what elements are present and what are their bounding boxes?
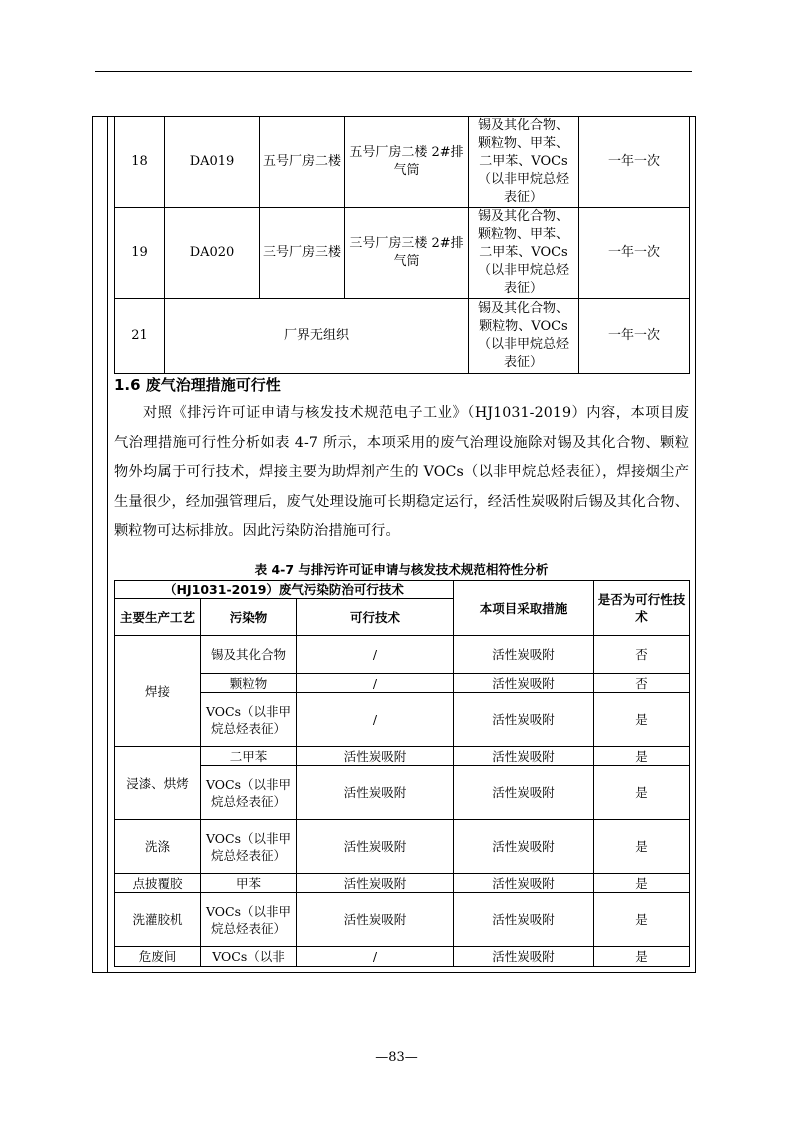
feasible-cell: 是	[594, 820, 690, 874]
feasible-cell: 是	[594, 893, 690, 947]
table-row	[115, 636, 690, 674]
monitoring-table	[114, 116, 690, 374]
section-title: 1.6 废气治理措施可行性	[114, 376, 281, 394]
feasible-cell: 是	[594, 693, 690, 747]
frame-inner-border	[107, 116, 108, 973]
table-row	[115, 747, 690, 766]
outlet-name: 三号厂房三楼 2#排气筒	[345, 208, 469, 299]
pollutant-cell: 二甲苯	[201, 747, 297, 766]
table-row	[115, 766, 690, 820]
table-row	[115, 893, 690, 947]
process-cell: 浸漆、烘烤	[115, 747, 201, 820]
tech-cell: 活性炭吸附	[297, 874, 454, 893]
header-project-measure: 本项目采取措施	[454, 581, 594, 636]
outlet-name: 五号厂房二楼 2#排气筒	[345, 117, 469, 208]
feasibility-table	[114, 580, 690, 967]
header-feasible-tech: 可行技术	[297, 599, 454, 636]
measure-cell: 活性炭吸附	[454, 947, 594, 967]
location: 五号厂房二楼	[260, 117, 345, 208]
row-no: 19	[115, 208, 165, 299]
feasible-cell: 是	[594, 747, 690, 766]
tech-cell: /	[297, 636, 454, 674]
table-row	[115, 208, 690, 299]
header-rule	[95, 71, 692, 72]
table-row	[115, 674, 690, 693]
header-process: 主要生产工艺	[115, 599, 201, 636]
pollutants: 锡及其化合物、颗粒物、甲苯、二甲苯、VOCs（以非甲烷总烃表征）	[469, 208, 579, 299]
frequency: 一年一次	[579, 299, 690, 374]
table-row	[115, 299, 690, 374]
table-row	[115, 693, 690, 747]
tech-cell: 活性炭吸附	[297, 893, 454, 947]
outlet-code: DA019	[165, 117, 260, 208]
header-pollutant: 污染物	[201, 599, 297, 636]
section-1-6	[114, 374, 689, 547]
measure-cell: 活性炭吸附	[454, 636, 594, 674]
process-cell: 焊接	[115, 636, 201, 747]
feasible-cell: 是	[594, 947, 690, 967]
pollutant-cell: VOCs（以非甲烷总烃表征）	[201, 893, 297, 947]
table-row	[115, 874, 690, 893]
feasible-cell: 是	[594, 766, 690, 820]
measure-cell: 活性炭吸附	[454, 674, 594, 693]
process-cell: 点披覆胶	[115, 874, 201, 893]
table-row	[115, 117, 690, 208]
pollutants: 锡及其化合物、颗粒物、VOCs（以非甲烷总烃表征）	[469, 299, 579, 374]
pollutant-cell: 甲苯	[201, 874, 297, 893]
process-cell: 洗涤	[115, 820, 201, 874]
measure-cell: 活性炭吸附	[454, 693, 594, 747]
tech-cell: /	[297, 693, 454, 747]
tech-cell: 活性炭吸附	[297, 766, 454, 820]
tech-cell: /	[297, 674, 454, 693]
tech-cell: /	[297, 947, 454, 967]
measure-cell: 活性炭吸附	[454, 820, 594, 874]
tech-cell: 活性炭吸附	[297, 820, 454, 874]
feasible-cell: 是	[594, 874, 690, 893]
location: 三号厂房三楼	[260, 208, 345, 299]
merged-location: 厂界无组织	[165, 299, 469, 374]
pollutants: 锡及其化合物、颗粒物、甲苯、二甲苯、VOCs（以非甲烷总烃表征）	[469, 117, 579, 208]
header-is-feasible: 是否为可行性技术	[594, 581, 690, 636]
page-number: —83—	[375, 1050, 418, 1065]
row-no: 18	[115, 117, 165, 208]
measure-cell: 活性炭吸附	[454, 766, 594, 820]
tech-cell: 活性炭吸附	[297, 747, 454, 766]
measure-cell: 活性炭吸附	[454, 893, 594, 947]
pollutant-cell: VOCs（以非甲烷总烃表征）	[201, 693, 297, 747]
process-cell: 洗灌胶机	[115, 893, 201, 947]
group-header: （HJ1031-2019）废气污染防治可行技术	[115, 581, 454, 599]
frequency: 一年一次	[579, 117, 690, 208]
section-paragraph: 对照《排污许可证申请与核发技术规范电子工业》（HJ1031-2019）内容，本项目废气治理措施可行性分析如表 4-7 所示，本项采用的废气治理设施除对锡及其化合物、颗粒物外均属于可行技术，焊接主要为助焊剂产生的 VOCs（以非甲烷总烃表征），焊接烟尘产生量很少，经加强管理后，废气处理设施可长期稳定运行，经活性炭吸附后锡及其化合物、颗粒物可达标排放。因此污染防治措施可行。	[114, 405, 689, 539]
pollutant-cell: VOCs（以非	[201, 947, 297, 967]
pollutant-cell: 颗粒物	[201, 674, 297, 693]
pollutant-cell: 锡及其化合物	[201, 636, 297, 674]
table-row	[115, 820, 690, 874]
feasible-cell: 否	[594, 674, 690, 693]
header-row	[115, 581, 690, 599]
pollutant-cell: VOCs（以非甲烷总烃表征）	[201, 766, 297, 820]
row-no: 21	[115, 299, 165, 374]
table-row	[115, 947, 690, 967]
table-caption: 表 4-7 与排污许可证申请与核发技术规范相符性分析	[254, 562, 549, 577]
pollutant-cell: VOCs（以非甲烷总烃表征）	[201, 820, 297, 874]
feasible-cell: 否	[594, 636, 690, 674]
outlet-code: DA020	[165, 208, 260, 299]
measure-cell: 活性炭吸附	[454, 747, 594, 766]
frequency: 一年一次	[579, 208, 690, 299]
measure-cell: 活性炭吸附	[454, 874, 594, 893]
process-cell: 危废间	[115, 947, 201, 967]
